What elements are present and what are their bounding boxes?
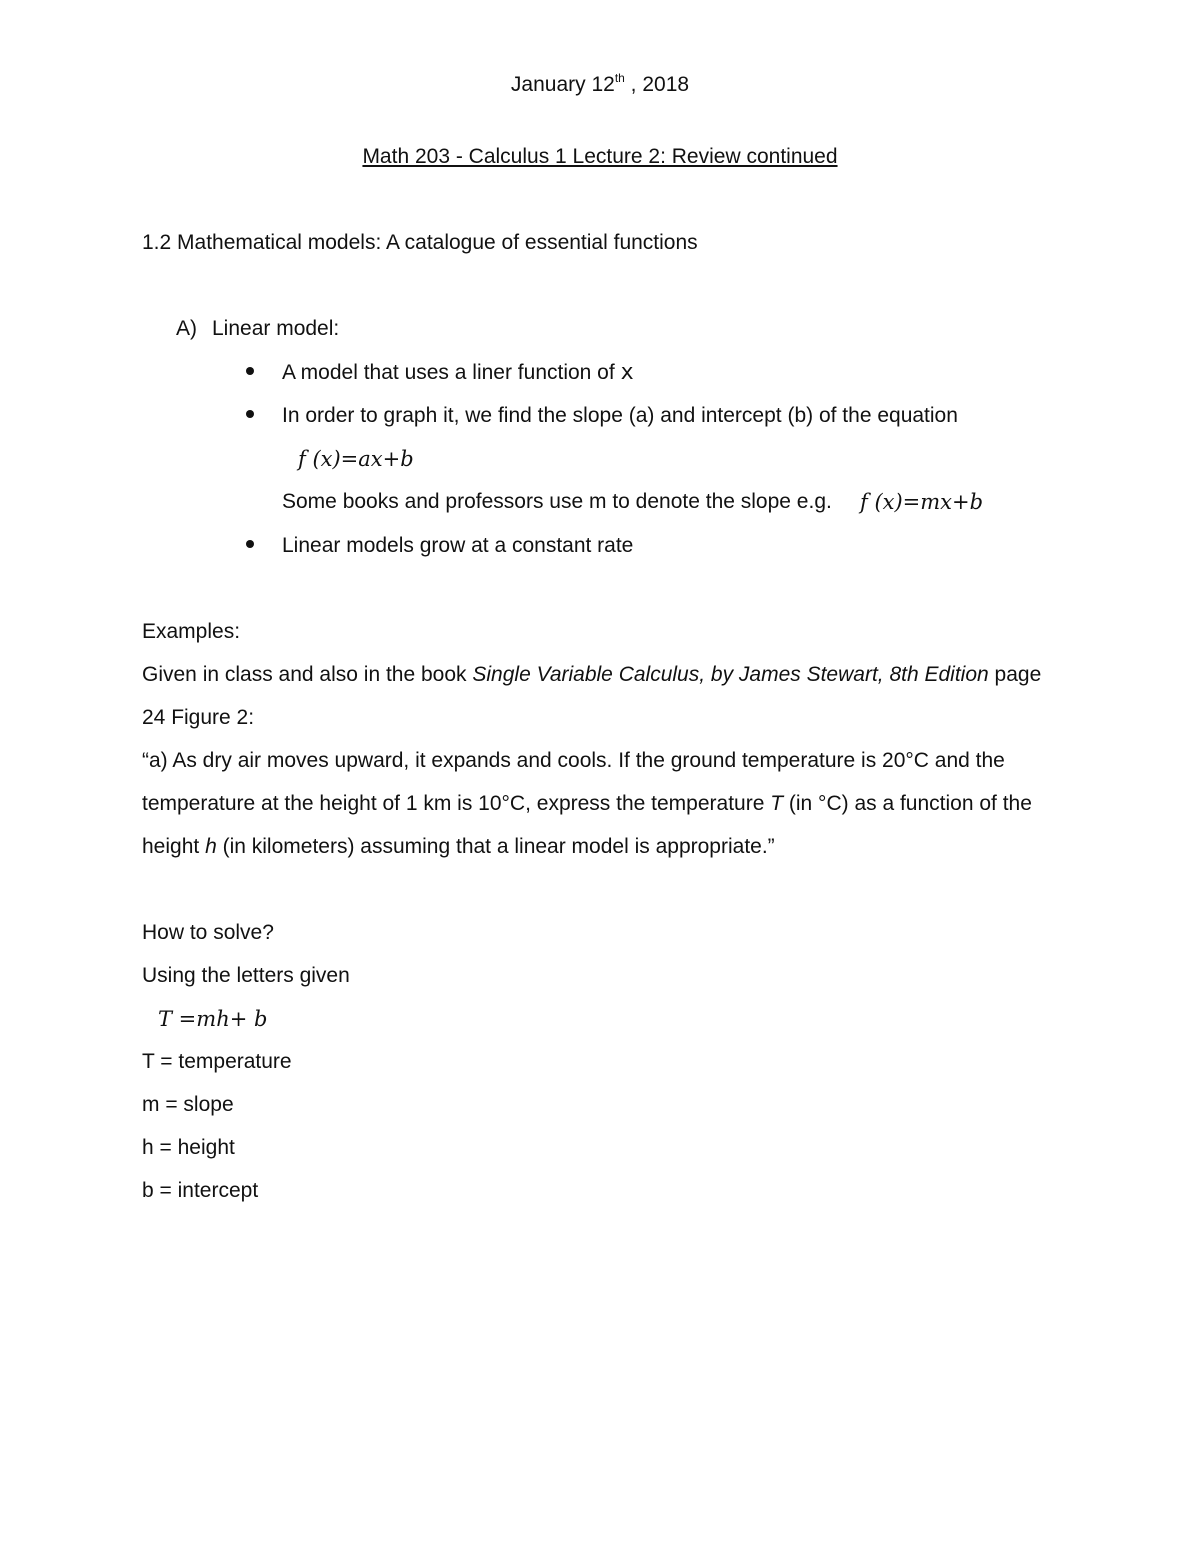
bullet-icon	[246, 410, 254, 418]
examples-heading: Examples:	[142, 620, 241, 643]
slope-note: Some books and professors use m to denote the slope e.g.	[282, 490, 832, 513]
subsection-marker: A)	[176, 317, 197, 340]
definition-T: T = temperature	[142, 1050, 292, 1073]
date-suffix: th	[614, 71, 625, 85]
definition-m: m = slope	[142, 1093, 234, 1116]
examples-line-1-post: page	[988, 663, 1042, 686]
bullet-2-text: In order to graph it, we find the slope (a) and intercept (b) of the equation	[282, 404, 958, 427]
date-line	[0, 72, 1200, 98]
solve-heading: How to solve?	[142, 921, 274, 944]
quote-var-T: T	[770, 792, 784, 815]
examples-line-1	[142, 662, 1041, 688]
quote-line-1: “a) As dry air moves upward, it expands and cools. If the ground temperature is 20°C and the	[142, 749, 1005, 772]
quote-line-2-post: (in °C) as a function of the	[783, 792, 1032, 815]
page-title: Math 203 - Calculus 1 Lecture 2: Review continued	[362, 145, 838, 168]
bullet-1-text: A model that uses a liner function of	[282, 361, 615, 384]
section-heading: 1.2 Mathematical models: A catalogue of essential functions	[142, 231, 698, 254]
equation-f-ax-b: f (x)=ax+b	[298, 447, 414, 471]
examples-line-2: 24 Figure 2:	[142, 706, 255, 729]
bullet-1	[282, 360, 634, 386]
quote-var-h: h	[205, 835, 217, 858]
quote-line-3	[142, 834, 775, 860]
equation-T-mh-b: T =mh+ b	[158, 1007, 268, 1031]
bullet-icon	[246, 540, 254, 548]
date-month-day: January 12	[510, 73, 615, 96]
examples-line-1-pre: Given in class and also in the book	[142, 663, 473, 686]
quote-line-2-pre: temperature at the height of 1 km is 10°C, express the temperature	[142, 792, 771, 815]
equation-f-mx-b: f (x)=mx+b	[860, 490, 984, 514]
subsection-label: Linear model:	[212, 317, 340, 340]
bullet-1-var: x	[620, 360, 634, 385]
date-year: , 2018	[624, 73, 690, 96]
quote-line-2	[142, 791, 1032, 817]
bullet-3-text: Linear models grow at a constant rate	[282, 534, 634, 557]
definition-h: h = height	[142, 1136, 235, 1159]
quote-line-3-post: (in kilometers) assuming that a linear model is appropriate.”	[216, 835, 775, 858]
bullet-icon	[246, 367, 254, 375]
book-title: Single Variable Calculus, by James Stewart, 8th Edition	[472, 663, 989, 686]
quote-line-3-pre: height	[142, 835, 206, 858]
definition-b: b = intercept	[142, 1179, 259, 1202]
solve-subheading: Using the letters given	[142, 964, 350, 987]
